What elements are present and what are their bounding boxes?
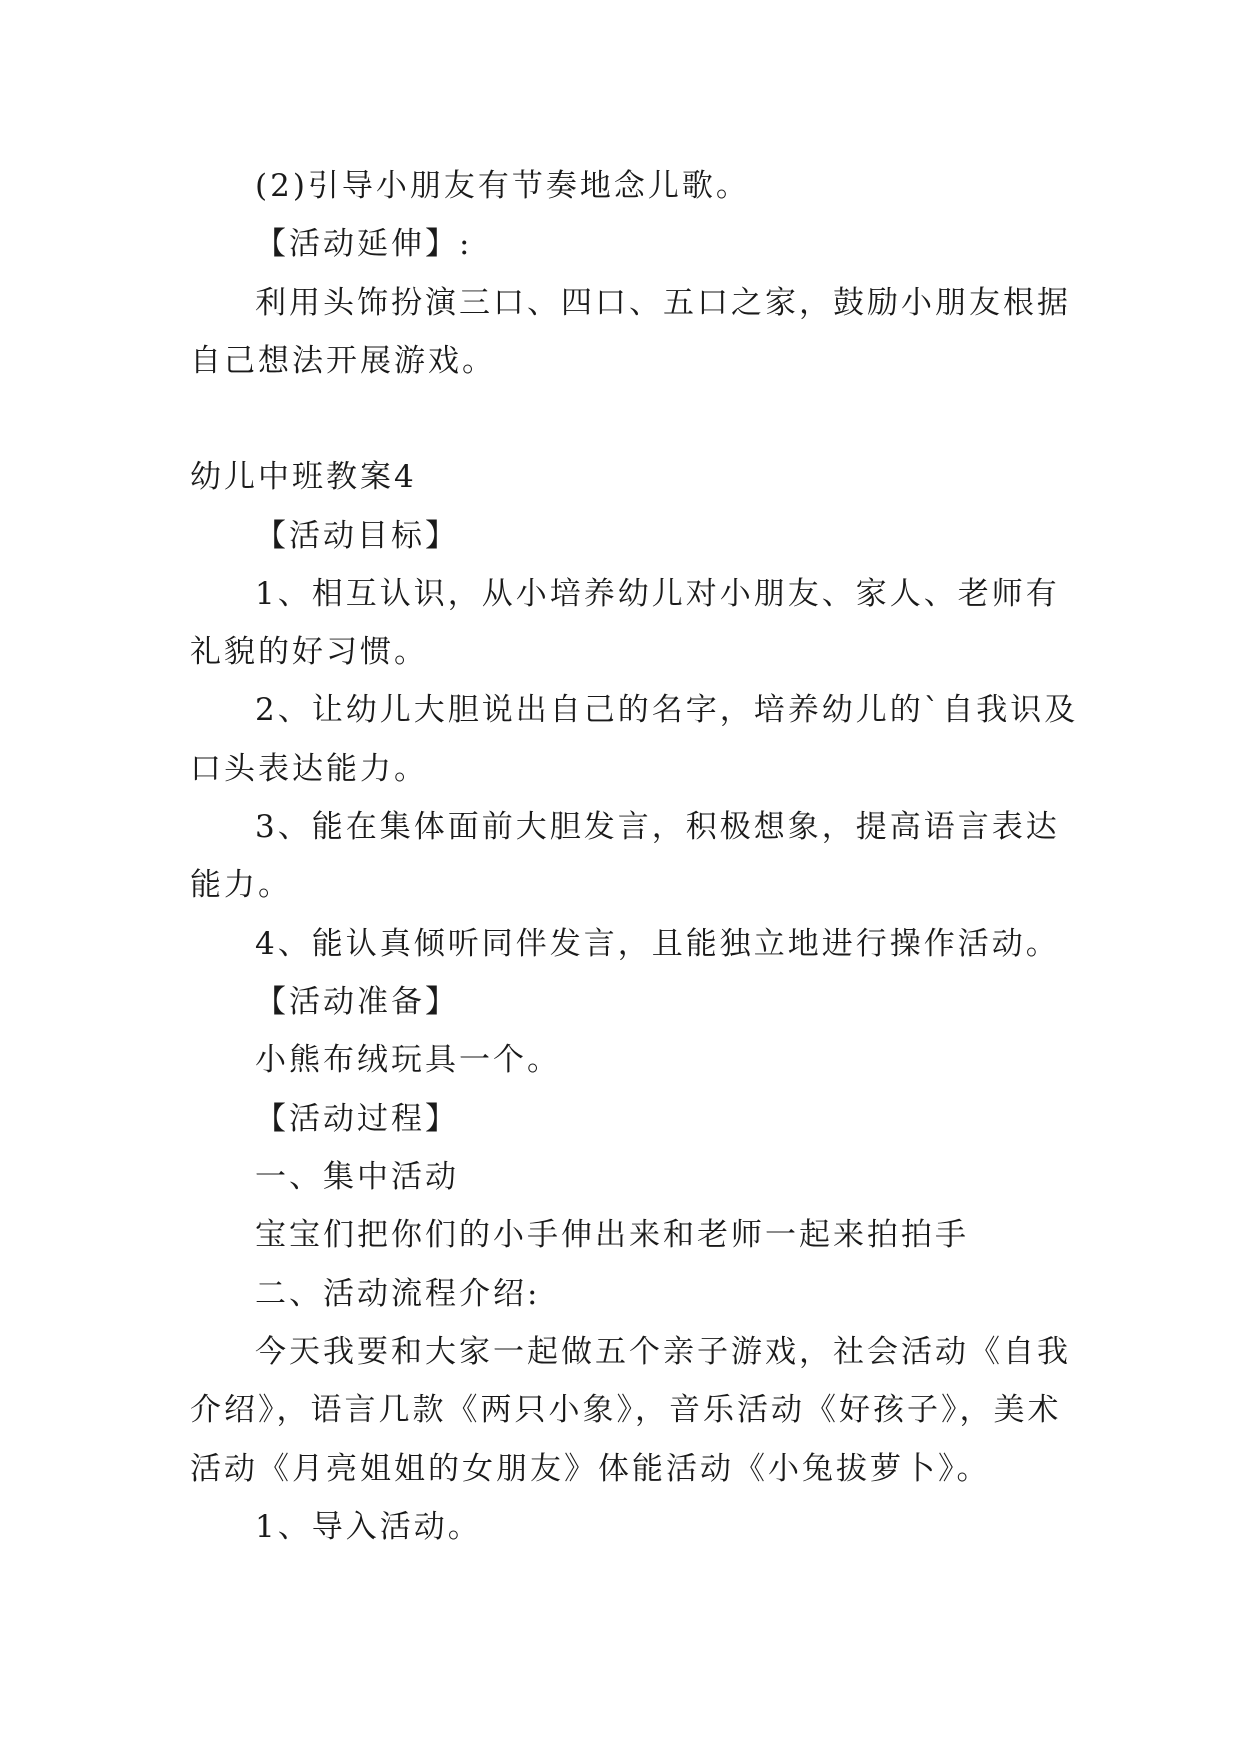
paragraph-line: 能力。 — [190, 867, 292, 903]
section-heading: 【活动准备】 — [255, 984, 459, 1020]
paragraph-line: 3、能在集体面前大胆发言，积极想象，提高语言表达 — [255, 809, 1060, 845]
paragraph-line: 礼貌的好习惯。 — [190, 634, 428, 670]
paragraph-line: 二、活动流程介绍: — [255, 1276, 541, 1312]
paragraph-line: 小熊布绒玩具一个。 — [255, 1042, 561, 1078]
paragraph-line: 2、让幼儿大胆说出自己的名字，培养幼儿的`自我识及 — [255, 692, 1079, 728]
paragraph-line: 介绍》，语言几款《两只小象》，音乐活动《好孩子》，美术 — [190, 1392, 1062, 1428]
paragraph-line: 自己想法开展游戏。 — [190, 343, 496, 379]
section-heading: 【活动过程】 — [255, 1101, 459, 1137]
paragraph-line: 宝宝们把你们的小手伸出来和老师一起来拍拍手 — [255, 1217, 969, 1253]
paragraph-line: 活动《月亮姐姐的女朋友》体能活动《小兔拔萝卜》。 — [190, 1451, 991, 1487]
paragraph-line: 1、导入活动。 — [255, 1509, 482, 1545]
document-title: 幼儿中班教案4 — [190, 459, 417, 495]
section-heading: 【活动延伸】: — [255, 226, 473, 262]
paragraph-line: 一、集中活动 — [255, 1159, 459, 1195]
paragraph-line: 1、相互认识，从小培养幼儿对小朋友、家人、老师有 — [255, 576, 1060, 612]
section-heading: 【活动目标】 — [255, 518, 459, 554]
paragraph-line: (2)引导小朋友有节奏地念儿歌。 — [255, 168, 750, 204]
paragraph-line: 今天我要和大家一起做五个亲子游戏，社会活动《自我 — [255, 1334, 1071, 1370]
paragraph-line: 利用头饰扮演三口、四口、五口之家，鼓励小朋友根据 — [255, 285, 1071, 321]
paragraph-line: 4、能认真倾听同伴发言，且能独立地进行操作活动。 — [255, 926, 1060, 962]
paragraph-line: 口头表达能力。 — [190, 751, 428, 787]
